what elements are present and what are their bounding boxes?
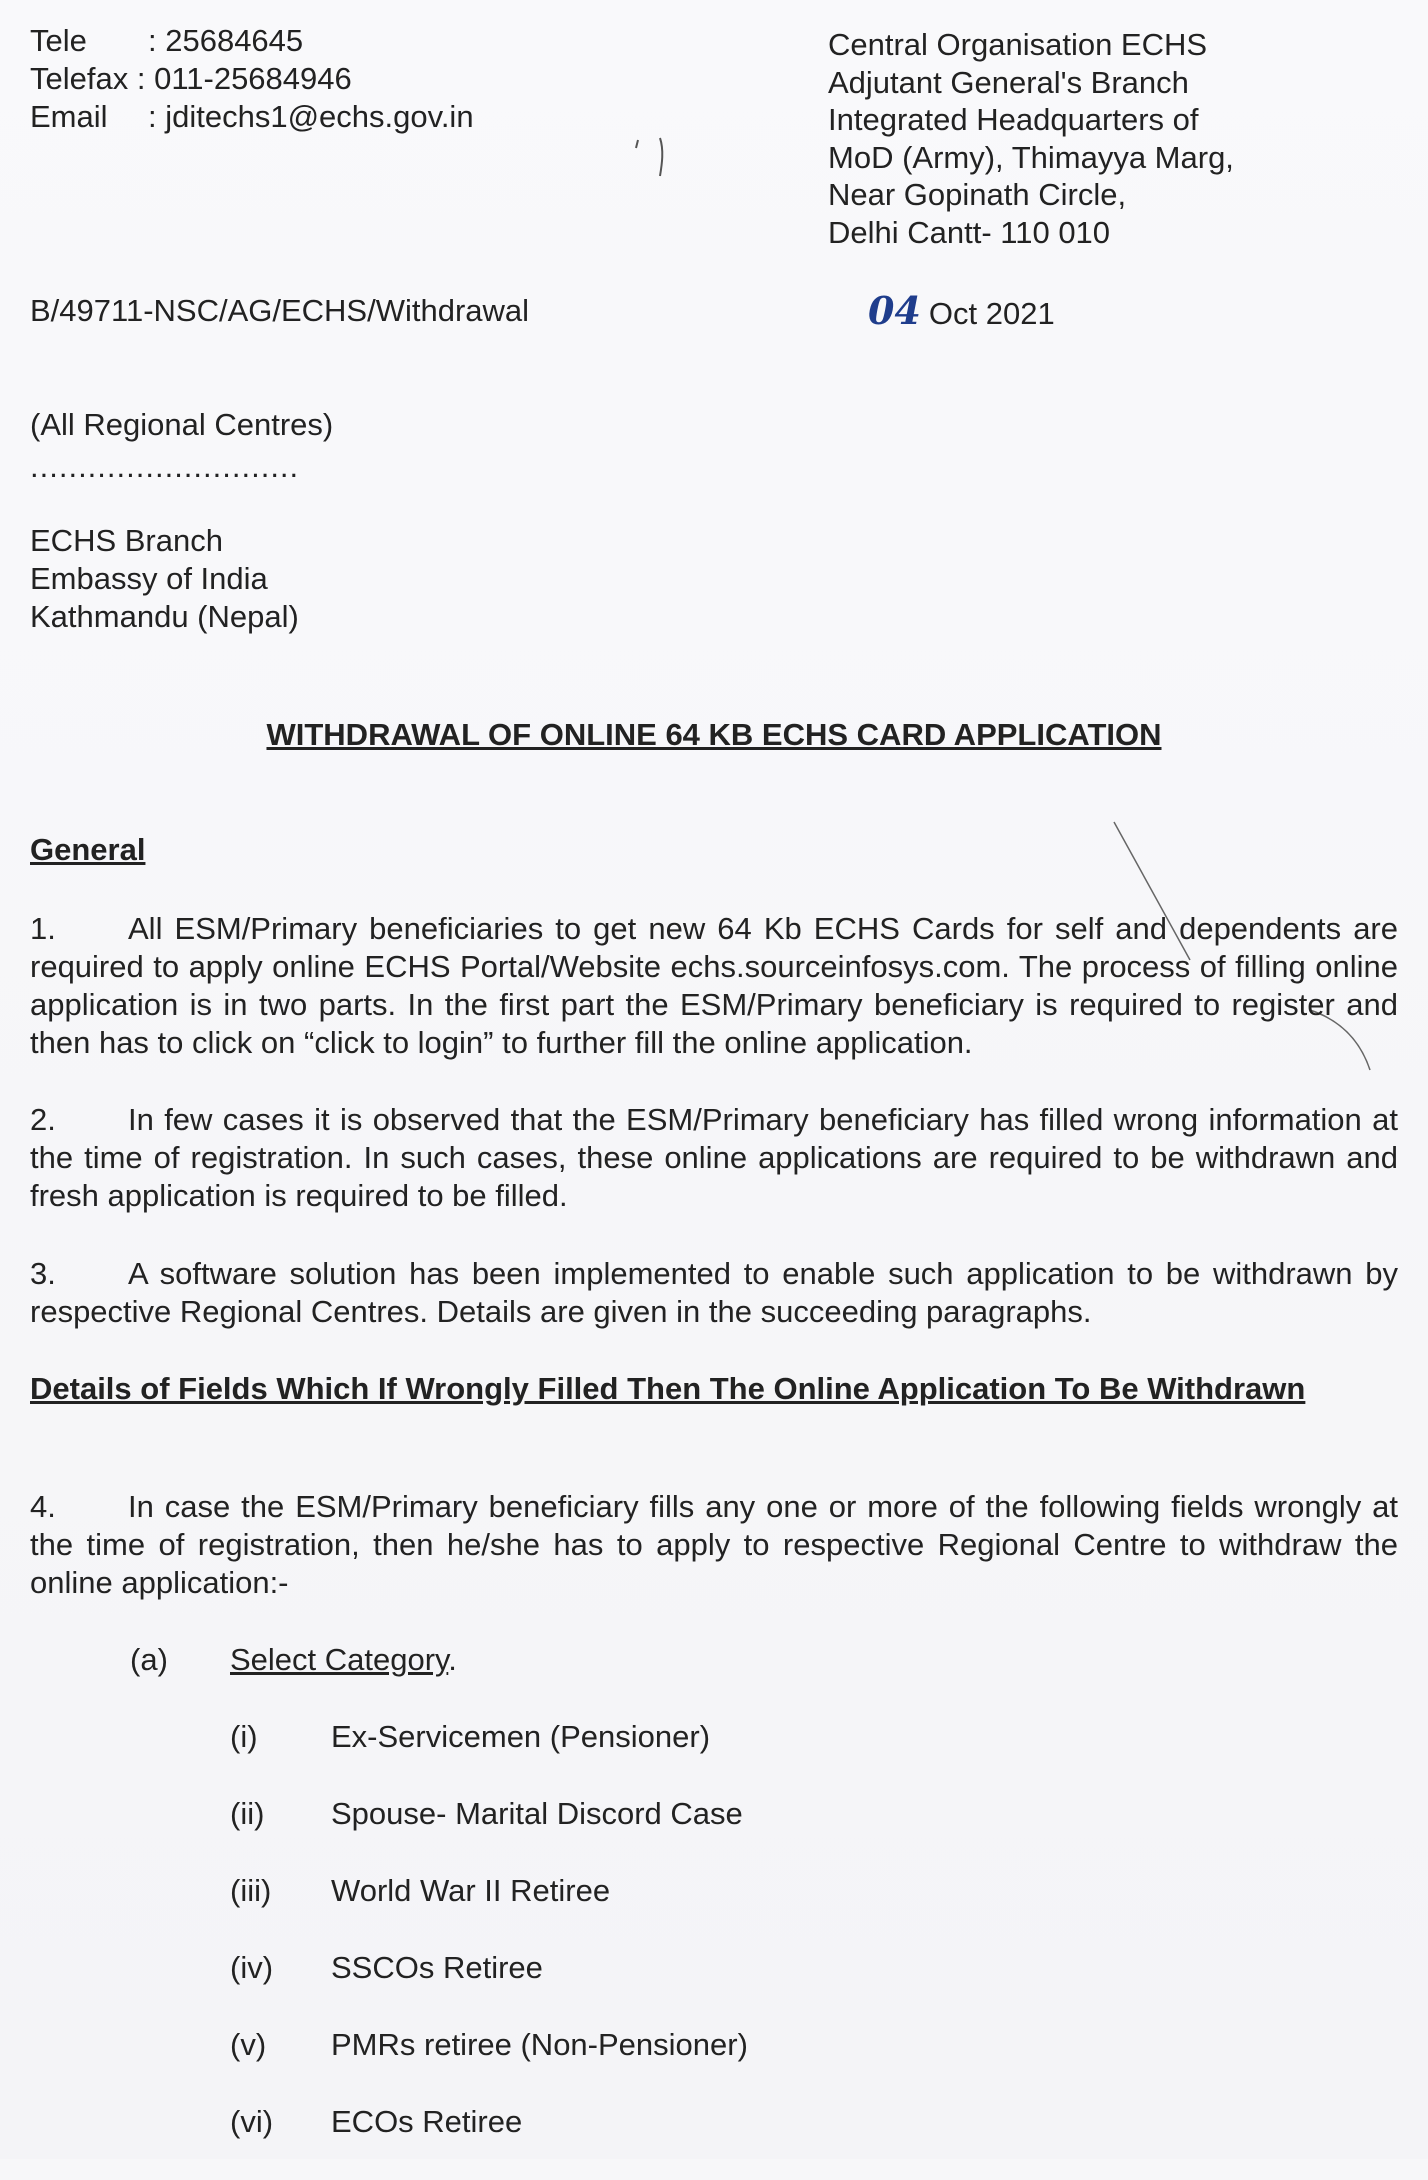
telefax-line [30, 60, 474, 98]
branch-line: Embassy of India [30, 561, 268, 596]
paragraph-text: A software solution has been implemented to enable such application to be withdrawn by respective Regional Centres. Details are given in the succeeding paragraphs. [30, 1256, 1398, 1329]
paragraph-text: In few cases it is observed that the ESM/Primary beneficiary has filled wrong information at the time of registration. In such cases, these online applications are required to be withdrawn and fresh application is required to be filled. [30, 1102, 1398, 1213]
section-heading-general: General [30, 832, 146, 867]
branch-address [30, 522, 299, 636]
email-line [30, 98, 474, 136]
sub-item-suffix: . [448, 1642, 457, 1677]
sub-item-title: Select Category [230, 1642, 449, 1677]
sub-item-label: (a) [130, 1642, 168, 1677]
address-line: Delhi Cantt- 110 010 [828, 214, 1111, 250]
list-item-text: PMRs retiree (Non-Pensioner) [331, 2027, 748, 2062]
address-line: Near Gopinath Circle, [828, 177, 1127, 212]
recipients-line: (All Regional Centres) [30, 407, 334, 442]
address-line: MoD (Army), Thimayya Marg, [828, 139, 1234, 175]
telefax-value: : 011-25684946 [136, 61, 352, 96]
list-item-number: (i) [230, 1719, 258, 1754]
category-list [230, 1718, 748, 2180]
paragraph-2 [30, 1101, 1398, 1215]
email-label: Email [30, 99, 108, 134]
letter-date [868, 288, 1055, 333]
list-item-text: ECOs Retiree [331, 2104, 523, 2139]
list-item [230, 2026, 748, 2103]
list-item-number: (ii) [230, 1796, 265, 1831]
tele-label: Tele [30, 23, 87, 58]
list-item [230, 1949, 748, 2026]
recipients-dots: ............................ [30, 449, 300, 484]
list-item-number: (vi) [230, 2104, 274, 2139]
reference-number: B/49711-NSC/AG/ECHS/Withdrawal [30, 293, 530, 328]
list-item-text: Ex-Servicemen (Pensioner) [331, 1719, 711, 1754]
list-item [230, 1872, 748, 1949]
paragraph-number: 3. [30, 1256, 56, 1291]
tele-line [30, 22, 474, 60]
paragraph-number: 4. [30, 1489, 56, 1524]
sub-item-a [130, 1641, 457, 1679]
section-heading-details: Details of Fields Which If Wrongly Filled Then The Online Application To Be Withdrawn [30, 1371, 1306, 1406]
branch-line: Kathmandu (Nepal) [30, 599, 299, 634]
paragraph-number: 1. [30, 911, 56, 946]
paragraph-1 [30, 910, 1398, 1062]
paragraph-number: 2. [30, 1102, 56, 1137]
list-item-number: (iii) [230, 1873, 272, 1908]
date-month-year: Oct 2021 [928, 296, 1055, 331]
handwritten-day: 04 [868, 288, 921, 333]
list-item-text: SSCOs Retiree [331, 1950, 543, 1985]
list-item-text: Spouse- Marital Discord Case [331, 1796, 743, 1831]
paragraph-text: In case the ESM/Primary beneficiary fills any one or more of the following fields wrongly at the time of registration, then he/she has to apply to respective Regional Centre to withdraw the online application:- [30, 1489, 1398, 1600]
paragraph-3 [30, 1255, 1398, 1331]
paragraph-text: All ESM/Primary beneficiaries to get new 64 Kb ECHS Cards for self and dependents are required to apply online ECHS Portal/Website echs.sourceinfosys.com. The process of filling online application is in two parts. In the first part the ESM/Primary beneficiary is required to register and then has to click on “click to login” to further fill the online application. [30, 911, 1398, 1060]
telefax-label: Telefax [30, 61, 129, 96]
list-item-text: World War II Retiree [331, 1873, 611, 1908]
list-item [230, 2103, 748, 2180]
stray-pen-mark [630, 130, 680, 180]
sender-address [828, 26, 1234, 251]
address-line: Integrated Headquarters of [828, 102, 1199, 137]
list-item-number: (iv) [230, 1950, 274, 1985]
list-item [230, 1718, 748, 1795]
contact-block [30, 22, 474, 136]
email-value: : jditechs1@echs.gov.in [148, 99, 474, 134]
tele-value: : 25684645 [148, 23, 304, 58]
address-line: Adjutant General's Branch [828, 64, 1189, 100]
address-line: Central Organisation ECHS [828, 27, 1208, 62]
list-item-number: (v) [230, 2027, 267, 2062]
document-title: WITHDRAWAL OF ONLINE 64 KB ECHS CARD APPLICATION [266, 717, 1162, 752]
paragraph-4 [30, 1488, 1398, 1602]
list-item [230, 1795, 748, 1872]
branch-line: ECHS Branch [30, 523, 223, 558]
